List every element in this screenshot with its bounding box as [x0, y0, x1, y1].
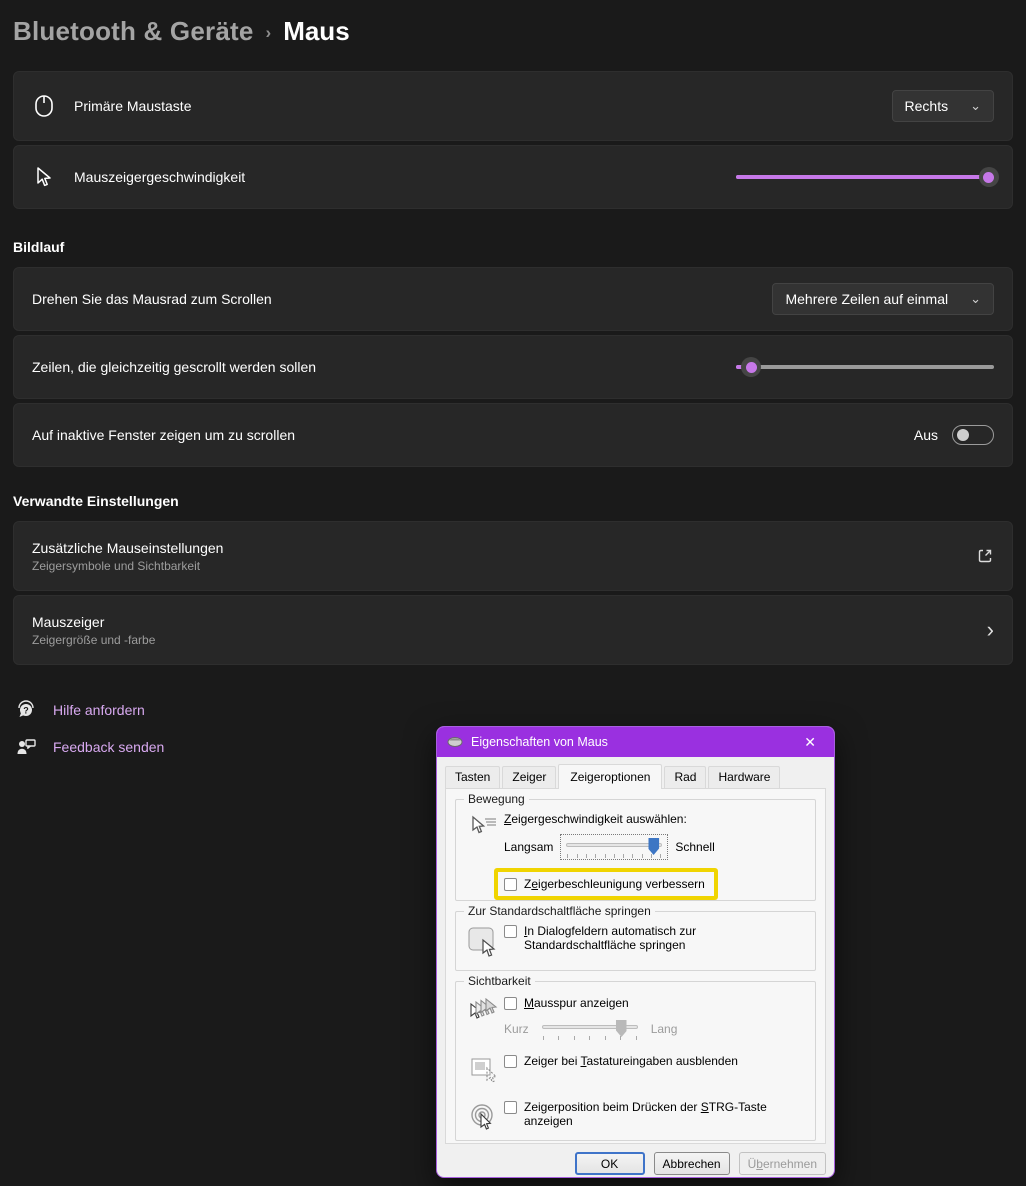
slider-max-label: Lang [650, 1022, 678, 1036]
tab-hardware[interactable]: Hardware [708, 766, 780, 788]
mouse-properties-dialog [436, 726, 835, 1178]
ok-button[interactable]: OK [575, 1152, 645, 1175]
setting-label: Mauszeigergeschwindigkeit [74, 169, 246, 185]
chevron-down-icon: ⌄ [970, 291, 981, 306]
pointer-trails-label: Mausspur anzeigen [524, 996, 629, 1010]
snap-to-button-icon [464, 924, 504, 960]
pointer-trails-checkbox[interactable] [504, 997, 517, 1010]
scroll-lines-slider[interactable] [736, 357, 994, 377]
setting-title: Mauszeiger [32, 613, 105, 630]
slider-thumb[interactable] [979, 167, 999, 187]
pointer-speed-icon [464, 812, 504, 842]
group-label: Zur Standardschaltfläche springen [464, 904, 655, 918]
dialog-title: Eigenschaften von Maus [471, 735, 608, 749]
hide-pointer-checkbox[interactable] [504, 1055, 517, 1068]
setting-row-mouse-pointer[interactable] [13, 595, 1013, 665]
setting-row-primary-button [13, 71, 1013, 141]
slider-min-label: Kurz [504, 1022, 529, 1036]
pointer-speed-slider[interactable] [736, 167, 994, 187]
hide-pointer-label: Zeiger bei Tastatureingaben ausblenden [524, 1054, 738, 1068]
setting-label: Drehen Sie das Mausrad zum Scrollen [32, 291, 272, 307]
select-speed-label: Zeigergeschwindigkeit auswählen: [504, 812, 687, 826]
tab-zeigeroptionen[interactable]: Zeigeroptionen [558, 764, 662, 789]
svg-text:?: ? [23, 705, 29, 716]
setting-label: Zeilen, die gleichzeitig gescrollt werden sollen [32, 359, 317, 375]
dialog-titlebar[interactable] [437, 727, 834, 757]
setting-row-wheel [13, 267, 1013, 331]
tab-tasten[interactable]: Tasten [445, 766, 500, 788]
enhance-precision-label: Zeigerbeschleunigung verbessern [524, 877, 705, 891]
annotation-highlight-box [494, 868, 718, 900]
setting-subtitle: Zeigersymbole und Sichtbarkeit [32, 558, 201, 573]
snap-to-label: In Dialogfeldern automatisch zur Standardschaltfläche springen [524, 924, 697, 952]
tab-page-pointer-options [445, 788, 826, 1144]
ctrl-location-label: Zeigerposition beim Drücken der STRG-Taste anzeigen [524, 1100, 767, 1128]
setting-label: Primäre Maustaste [74, 98, 192, 114]
breadcrumb [13, 16, 1013, 47]
dropdown-value: Mehrere Zeilen auf einmal [785, 291, 949, 307]
snap-to-checkbox[interactable] [504, 925, 517, 938]
dialog-button-row [437, 1152, 826, 1175]
setting-title: Zusätzliche Mauseinstellungen [32, 539, 224, 556]
slider-min-label: Langsam [504, 840, 554, 854]
tab-rad[interactable]: Rad [664, 766, 706, 788]
setting-row-scroll-lines [13, 335, 1013, 399]
external-link-icon [976, 547, 994, 565]
tab-zeiger[interactable]: Zeiger [502, 766, 556, 788]
breadcrumb-separator: › [265, 23, 272, 42]
feedback-link[interactable]: Feedback senden [53, 739, 165, 755]
page-title: Maus [283, 16, 350, 46]
group-snap-to [455, 904, 816, 971]
setting-row-inactive-windows [13, 403, 1013, 467]
dropdown-value: Rechts [904, 98, 949, 114]
group-label: Bewegung [464, 792, 529, 806]
dialog-pointer-speed-slider[interactable] [560, 834, 668, 860]
hide-pointer-icon [464, 1054, 504, 1086]
get-help-icon [15, 699, 37, 721]
setting-row-additional-mouse[interactable] [13, 521, 1013, 591]
wheel-dropdown[interactable] [772, 283, 994, 315]
group-label: Sichtbarkeit [464, 974, 535, 988]
slider-max-label: Schnell [675, 840, 715, 854]
chevron-right-icon: › [986, 617, 994, 642]
group-visibility [455, 974, 816, 1141]
inactive-windows-toggle[interactable] [952, 425, 994, 445]
slider-thumb[interactable] [648, 838, 659, 855]
dialog-tabs [445, 765, 826, 788]
dialog-mouse-icon [447, 736, 463, 748]
group-movement [455, 792, 816, 901]
pointer-trails-icon [464, 996, 504, 1028]
setting-subtitle: Zeigergröße und -farbe [32, 632, 156, 647]
setting-label: Auf inaktive Fenster zeigen um zu scrollen [32, 427, 296, 443]
breadcrumb-parent[interactable]: Bluetooth & Geräte [13, 16, 254, 46]
cancel-button[interactable]: Abbrechen [654, 1152, 730, 1175]
section-related: Verwandte Einstellungen [13, 493, 179, 509]
ctrl-location-checkbox[interactable] [504, 1101, 517, 1114]
primary-button-dropdown[interactable] [892, 90, 994, 122]
section-scrolling: Bildlauf [13, 239, 65, 255]
help-link[interactable]: Hilfe anfordern [53, 702, 145, 718]
apply-button: Ü b ernehmen [739, 1152, 826, 1175]
cursor-icon [32, 165, 56, 189]
pointer-location-icon [464, 1100, 504, 1134]
trail-length-slider [536, 1016, 644, 1042]
close-icon[interactable]: ✕ [804, 733, 816, 750]
help-link-row[interactable] [15, 699, 1013, 721]
setting-row-pointer-speed [13, 145, 1013, 209]
slider-thumb[interactable] [741, 357, 761, 377]
enhance-precision-checkbox[interactable] [504, 878, 517, 891]
toggle-state-label: Aus [913, 427, 938, 443]
slider-thumb [616, 1020, 627, 1037]
feedback-icon [15, 736, 37, 758]
mouse-icon [32, 94, 56, 118]
chevron-down-icon: ⌄ [970, 98, 981, 113]
